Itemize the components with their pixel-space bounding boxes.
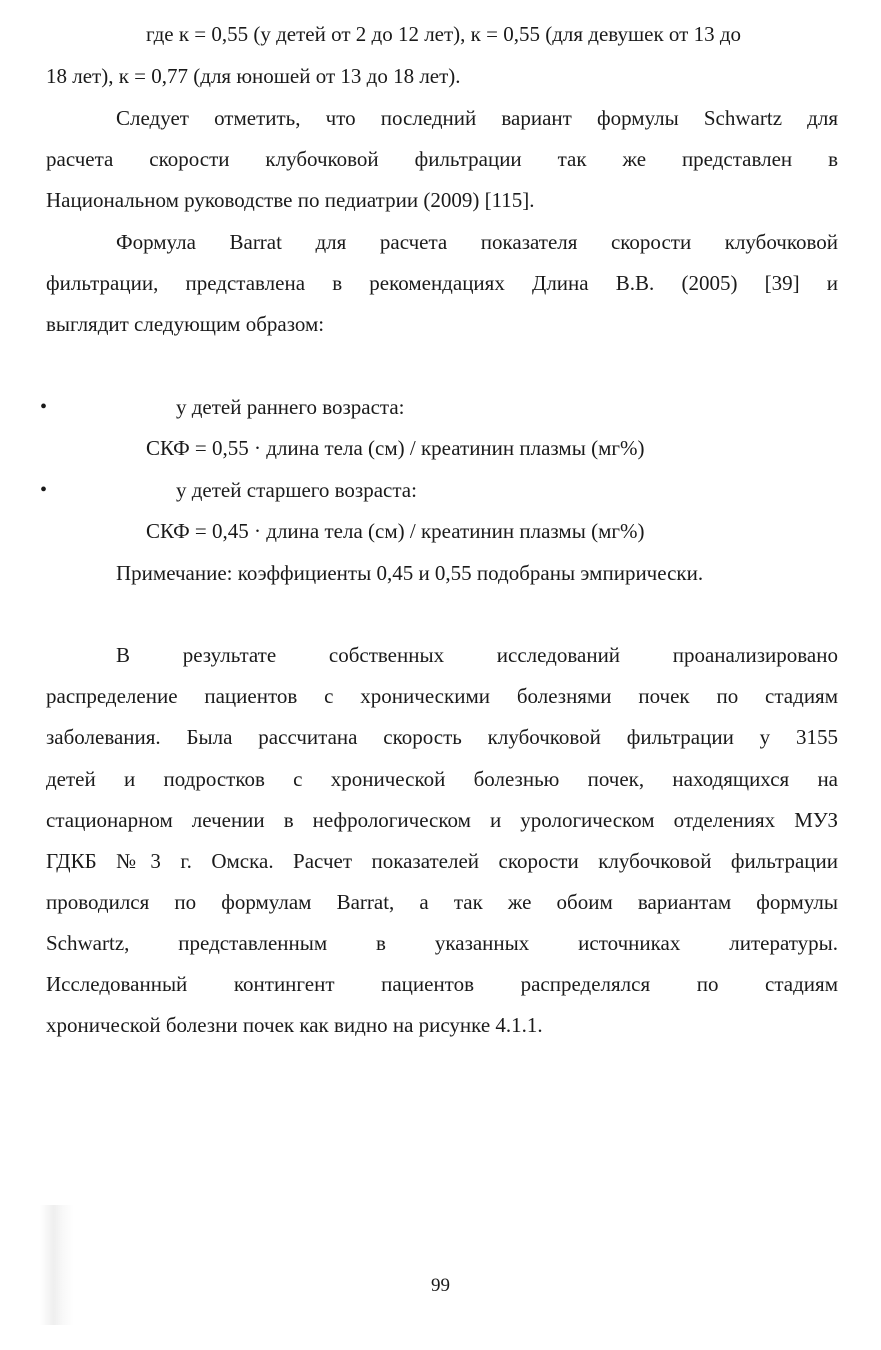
paragraph-4-line-6: ГДКБ №3 г. Омска. Расчет показателей скорости клубочковой фильтрации [46, 849, 838, 873]
paragraph-1-line-2: 18 лет), к = 0,77 (для юношей от 13 до 18 лет). [46, 64, 461, 88]
paragraph-2-line-3: Национальном руководстве по педиатрии (2009) [115]. [46, 188, 535, 212]
formula-early-age: СКФ = 0,55 · длина тела (см) / креатинин плазмы (мг%) [146, 436, 645, 460]
paragraph-4-line-7: проводился по формулам Barrat, а так же обоим вариантам формулы [46, 890, 838, 914]
paragraph-4-line-5: стационарном лечении в нефрологическом и урологическом отделениях МУЗ [46, 808, 838, 832]
paragraph-3-line-1: Формула Barrat для расчета показателя скорости клубочковой [116, 230, 838, 254]
paragraph-4-line-3: заболевания. Была рассчитана скорость клубочковой фильтрации у 3155 [46, 725, 838, 749]
bullet-label-older-age: у детей старшего возраста: [176, 478, 417, 502]
bullet-marker: • [40, 396, 48, 418]
paragraph-4-line-1: В результате собственных исследований проанализировано [116, 643, 838, 667]
paragraph-4-line-2: распределение пациентов с хроническими болезнями почек по стадиям [46, 684, 838, 708]
paragraph-4-line-4: детей и подростков с хронической болезнью почек, находящихся на [46, 767, 838, 791]
scan-artifact [40, 1205, 74, 1325]
paragraph-4-line-9: Исследованный контингент пациентов распределялся по стадиям [46, 972, 838, 996]
paragraph-4-line-10: хронической болезни почек как видно на рисунке 4.1.1. [46, 1013, 543, 1037]
bullet-label-early-age: у детей раннего возраста: [176, 395, 405, 419]
page-number: 99 [431, 1275, 450, 1296]
paragraph-3-line-3: выглядит следующим образом: [46, 312, 325, 336]
bullet-marker: • [40, 479, 48, 501]
note-text: Примечание: коэффициенты 0,45 и 0,55 подобраны эмпирически. [116, 561, 704, 585]
paragraph-3-line-2: фильтрации, представлена в рекомендациях Длина В.В. (2005) [39] и [46, 271, 838, 295]
formula-older-age: СКФ = 0,45 · длина тела (см) / креатинин плазмы (мг%) [146, 519, 645, 543]
paragraph-2-line-1: Следует отметить, что последний вариант формулы Schwartz для [116, 106, 838, 130]
paragraph-4-line-8: Schwartz, представленным в указанных источниках литературы. [46, 931, 838, 955]
paragraph-1-line-1: где к = 0,55 (у детей от 2 до 12 лет), к = 0,55 (для девушек от 13 до [146, 22, 742, 46]
paragraph-2-line-2: расчета скорости клубочковой фильтрации так же представлен в [46, 147, 838, 171]
